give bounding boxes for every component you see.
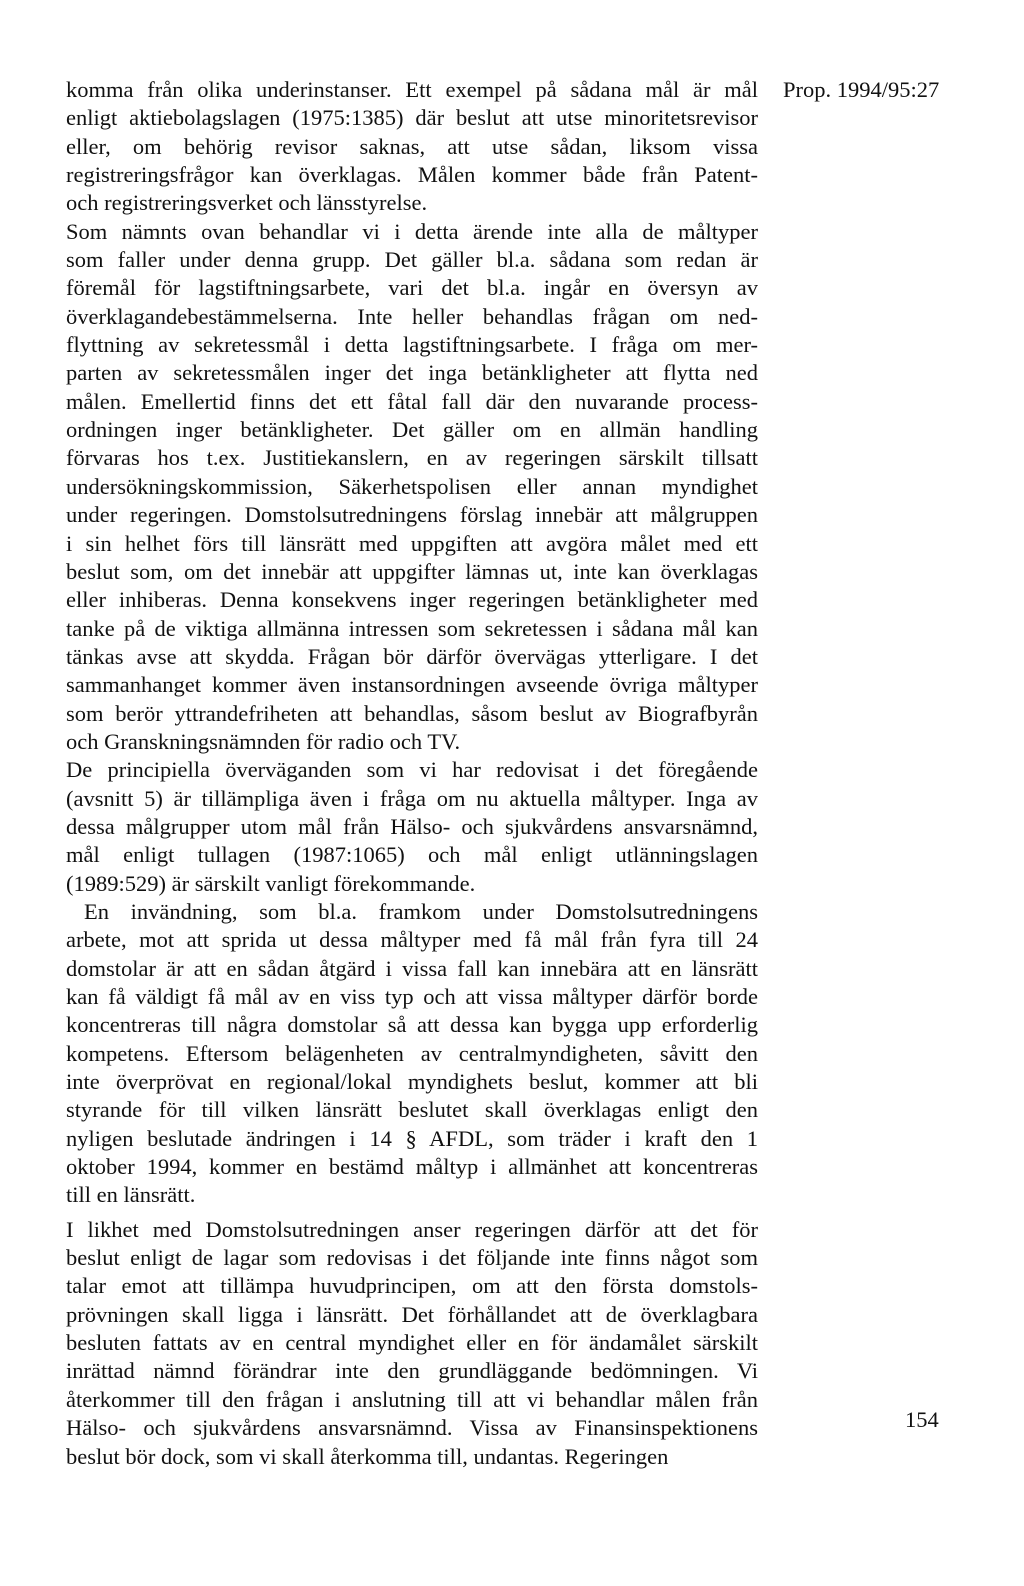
paragraph bbox=[66, 218, 758, 757]
text-line: i sin helhet förs till länsrätt med uppgiften att avgöra målet med ett bbox=[66, 530, 758, 556]
text-line: arbete, mot att sprida ut dessa måltyper med få mål från fyra till 24 bbox=[66, 927, 758, 953]
text-line: mål enligt tullagen (1987:1065) och mål enligt utlänningslagen bbox=[66, 842, 758, 868]
body-text bbox=[66, 76, 758, 1471]
text-line: registreringsfrågor kan överklagas. Målen kommer både från Patent- bbox=[66, 162, 758, 188]
text-line: undersökningskommission, Säkerhetspolisen eller annan myndighet bbox=[66, 473, 758, 499]
text-line: parten av sekretessmålen inger det inga betänkligheter att flytta ned bbox=[66, 360, 758, 386]
text-line: komma från olika underinstanser. Ett exempel på sådana mål är mål bbox=[66, 77, 758, 102]
text-line: (1989:529) är särskilt vanligt förekommande. bbox=[66, 870, 476, 896]
text-line: styrande för till vilken länsrätt beslutet skall överklagas enligt den bbox=[66, 1097, 758, 1123]
text-line: och registreringsverket och länsstyrelse. bbox=[66, 190, 428, 216]
text-line: koncentreras till några domstolar så att dessa kan bygga upp erforderlig bbox=[66, 1012, 758, 1038]
text-line: under regeringen. Domstolsutredningens förslag innebär att målgruppen bbox=[66, 502, 758, 528]
text-line: målen. Emellertid finns det ett fåtal fall där den nuvarande process- bbox=[66, 388, 758, 414]
text-line: enligt aktiebolagslagen (1975:1385) där beslut att utse minoritetsrevisor bbox=[66, 105, 758, 131]
paragraph bbox=[66, 76, 758, 218]
text-line: beslut som, om det innebär att uppgifter lämnas ut, inte kan överklagas bbox=[66, 558, 758, 584]
text-line: föremål för lagstiftningsarbete, vari det bl.a. ingår en översyn av bbox=[66, 275, 758, 301]
text-line: prövningen skall ligga i länsrätt. Det förhållandet att de överklagbara bbox=[66, 1301, 758, 1327]
text-line: kan få väldigt få mål av en viss typ och att vissa måltyper därför borde bbox=[66, 984, 758, 1009]
paragraph bbox=[66, 898, 758, 1210]
text-line: beslut bör dock, som vi skall återkomma till, undantas. Regeringen bbox=[66, 1443, 669, 1469]
text-line: flyttning av sekretessmål i detta lagstiftningsarbete. I fråga om mer- bbox=[66, 332, 758, 358]
text-line: dessa målgrupper utom mål från Hälso- och sjukvårdens ansvarsnämnd, bbox=[66, 813, 758, 839]
text-line: nyligen beslutade ändringen i 14 § AFDL, som träder i kraft den 1 bbox=[66, 1125, 758, 1151]
text-line: besluten fattats av en central myndighet eller en för ändamålet särskilt bbox=[66, 1330, 758, 1356]
text-line: inte överprövat en regional/lokal myndighets beslut, kommer att bli bbox=[66, 1069, 758, 1095]
text-line: beslut enligt de lagar som redovisas i det följande inte finns något som bbox=[66, 1245, 758, 1271]
text-line: Hälso- och sjukvårdens ansvarsnämnd. Vissa av Finansinspektionens bbox=[66, 1415, 758, 1441]
text-line: oktober 1994, kommer en bestämd måltyp i allmänhet att koncentreras bbox=[66, 1154, 758, 1180]
text-line: överklagandebestämmelserna. Inte heller behandlas frågan om ned- bbox=[66, 303, 758, 329]
text-line: (avsnitt 5) är tillämpliga även i fråga om nu aktuella måltyper. Inga av bbox=[66, 785, 758, 811]
text-line: inrättad nämnd förändrar inte den grundläggande bedömningen. Vi bbox=[66, 1358, 758, 1384]
text-line: De principiella överväganden som vi har redovisat i det föregående bbox=[66, 757, 758, 783]
page-number: 154 bbox=[905, 1407, 939, 1432]
text-line: till en länsrätt. bbox=[66, 1182, 196, 1208]
text-line: kompetens. Eftersom belägenheten av centralmyndigheten, såvitt den bbox=[66, 1040, 758, 1066]
text-line: tänkas avse att skydda. Frågan bör därför övervägas ytterligare. I det bbox=[66, 643, 758, 669]
text-line: talar emot att tillämpa huvudprincipen, om att den första domstols- bbox=[66, 1273, 758, 1299]
text-line: eller inhiberas. Denna konsekvens inger regeringen betänkligheter med bbox=[66, 587, 758, 613]
paragraph bbox=[66, 756, 758, 898]
text-line: tanke på de viktiga allmänna intressen som sekretessen i sådana mål kan bbox=[66, 615, 758, 641]
text-line: Som nämnts ovan behandlar vi i detta ärende inte alla de måltyper bbox=[66, 218, 758, 244]
text-line: som berör yttrandefriheten att behandlas, såsom beslut av Biografbyrån bbox=[66, 700, 758, 726]
text-line: sammanhanget kommer även instansordningen avseende övriga måltyper bbox=[66, 672, 758, 698]
text-line: I likhet med Domstolsutredningen anser regeringen därför att det för bbox=[66, 1216, 758, 1242]
text-line: återkommer till den frågan i anslutning till att vi behandlar målen från bbox=[66, 1386, 758, 1412]
text-line: ordningen inger betänkligheter. Det gäller om en allmän handling bbox=[66, 417, 758, 443]
running-header: Prop. 1994/95:27 bbox=[783, 77, 940, 102]
text-line: eller, om behörig revisor saknas, att utse sådan, liksom vissa bbox=[66, 133, 758, 159]
text-line: En invändning, som bl.a. framkom under Domstolsutredningens bbox=[84, 898, 758, 924]
text-line: domstolar är att en sådan åtgärd i vissa fall kan innebära att en länsrätt bbox=[66, 955, 758, 981]
text-line: som faller under denna grupp. Det gäller bl.a. sådana som redan är bbox=[66, 247, 758, 273]
text-line: förvaras hos t.ex. Justitiekanslern, en av regeringen särskilt tillsatt bbox=[66, 445, 758, 471]
text-line: och Granskningsnämnden för radio och TV. bbox=[66, 728, 461, 754]
paragraph bbox=[66, 1216, 758, 1471]
